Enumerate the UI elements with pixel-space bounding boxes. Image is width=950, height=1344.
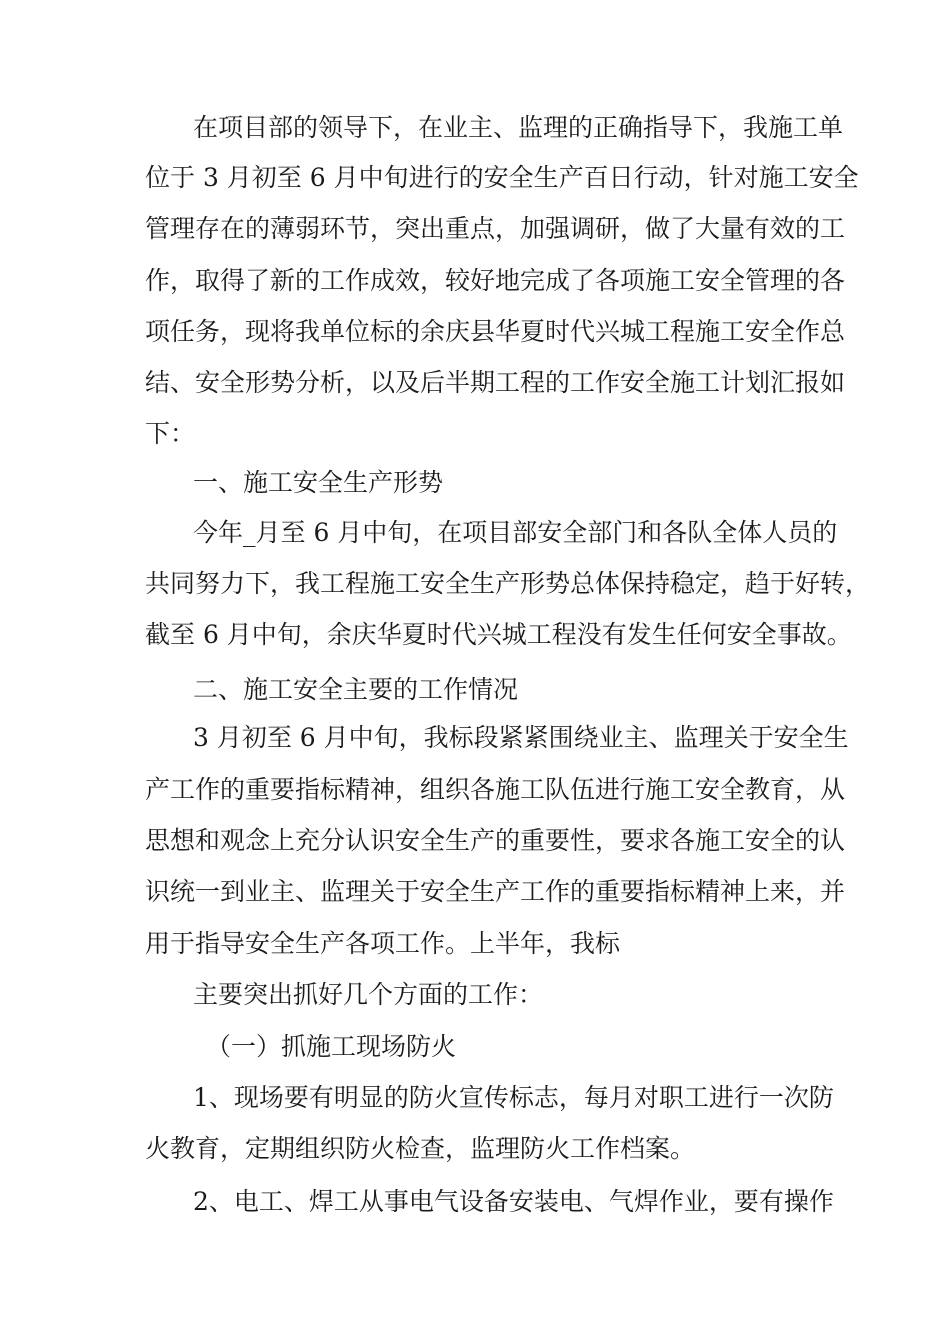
paragraph-line: 共同努力下，我工程施工安全生产形势总体保持稳定，趋于好转， xyxy=(145,569,871,598)
paragraph-line: 作，取得了新的工作成效，较好地完成了各项施工安全管理的各 xyxy=(145,266,846,295)
section-heading: 二、施工安全主要的工作情况 xyxy=(193,675,519,704)
paragraph-line: 识统一到业主、监理关于安全生产工作的重要指标精神上来，并 xyxy=(145,877,846,906)
paragraph-line: 今年_月至 6 月中旬，在项目部安全部门和各队全体人员的 xyxy=(193,518,838,547)
list-item-line: 1、现场要有明显的防火宣传标志，每月对职工进行一次防 xyxy=(193,1083,834,1112)
subsection-heading: （一）抓施工现场防火 xyxy=(206,1032,457,1061)
paragraph-line: 结、安全形势分析，以及后半期工程的工作安全施工计划汇报如 xyxy=(145,368,846,397)
paragraph-line: 位于 3 月初至 6 月中旬进行的安全生产百日行动，针对施工安全 xyxy=(145,163,859,192)
list-item-line: 2、电工、焊工从事电气设备安装电、气焊作业，要有操作 xyxy=(193,1187,834,1216)
paragraph-line: 3 月初至 6 月中旬，我标段紧紧围绕业主、监理关于安全生 xyxy=(193,723,849,752)
paragraph-line: 用于指导安全生产各项工作。上半年，我标 xyxy=(145,929,621,958)
paragraph-line: 在项目部的领导下，在业主、监理的正确指导下，我施工单 xyxy=(193,113,844,142)
paragraph-line: 下： xyxy=(145,419,196,448)
paragraph-line: 产工作的重要指标精神，组织各施工队伍进行施工安全教育，从 xyxy=(145,775,846,804)
section-heading: 一、施工安全生产形势 xyxy=(193,468,444,497)
paragraph-line: 思想和观念上充分认识安全生产的重要性，要求各施工安全的认 xyxy=(145,826,846,855)
paragraph-line: 项任务，现将我单位标的余庆县华夏时代兴城工程施工安全作总 xyxy=(145,317,846,346)
list-item-line: 火教育，定期组织防火检查，监理防火工作档案。 xyxy=(145,1134,696,1163)
paragraph-line: 截至 6 月中旬，余庆华夏时代兴城工程没有发生任何安全事故。 xyxy=(145,620,852,649)
paragraph-line: 主要突出抓好几个方面的工作： xyxy=(193,980,544,1009)
paragraph-line: 管理存在的薄弱环节，突出重点，加强调研，做了大量有效的工 xyxy=(145,214,846,243)
